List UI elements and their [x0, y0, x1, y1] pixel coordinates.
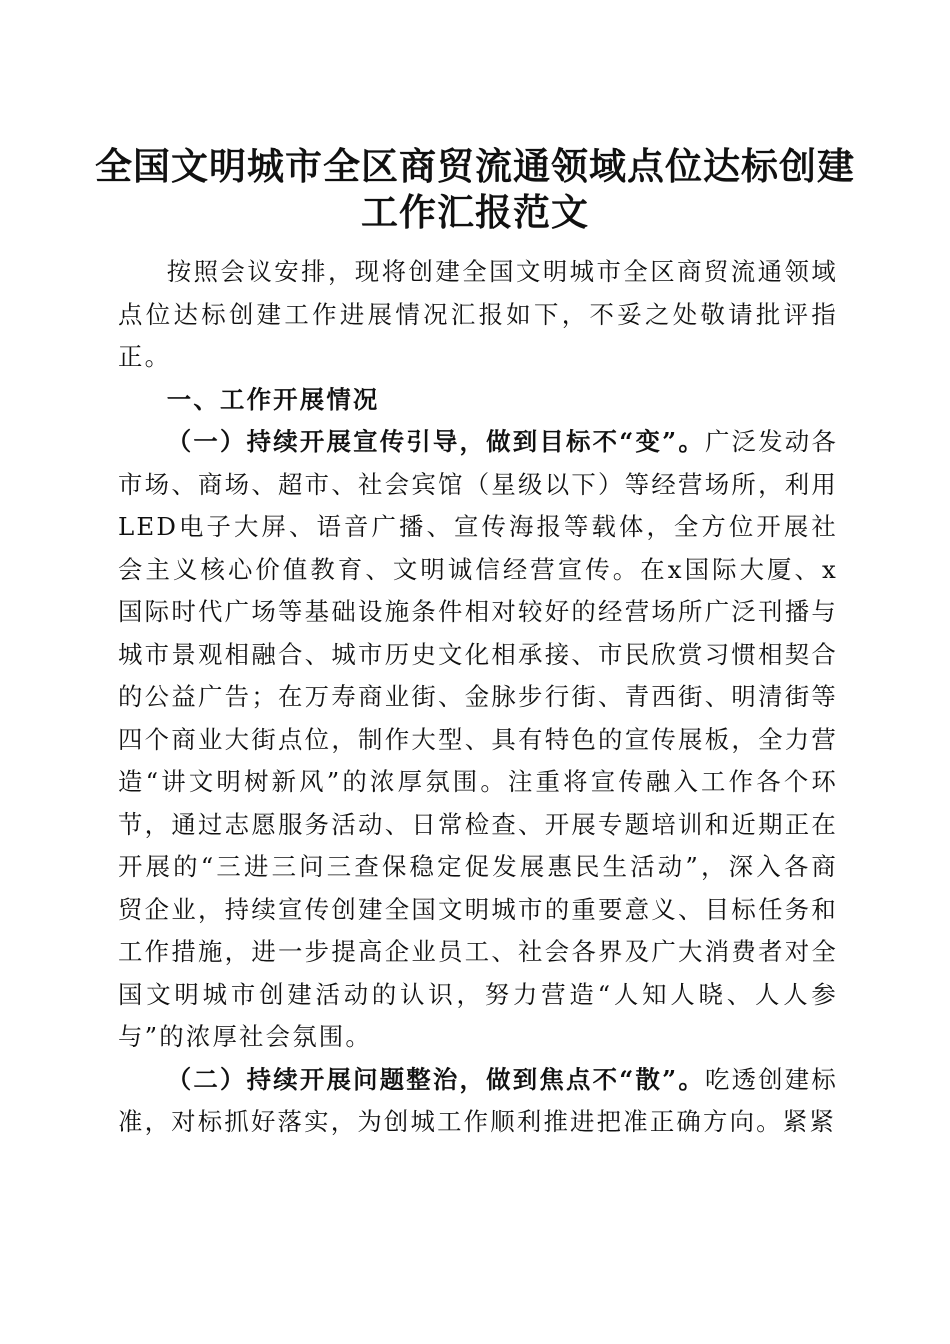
document-title-line-1: 全国文明城市全区商贸流通领域点位达标创建: [95, 144, 855, 188]
item-1-lead: （一）持续开展宣传引导，做到目标不“变”。: [166, 427, 705, 456]
item-2-text: 吃透创建标准，对标抓好落实，为创城工作顺利推进把准正确方向。紧紧: [118, 1064, 838, 1136]
item-1-paragraph: [118, 421, 838, 1059]
item-2-lead: （二）持续开展问题整治，做到焦点不“散”。: [166, 1064, 705, 1094]
document-body: [118, 251, 838, 1144]
item-1-text: 广泛发动各市场、商场、超市、社会宾馆（星级以下）等经营场所，利用LED电子大屏、语音广播、宣传海报等载体，全方位开展社会主义核心价值教育、文明诚信经营宣传。在x国际大厦、x国际时代广场等基础设施条件相对较好的经营场所广泛刊播与城市景观相融合、城市历史文化相承接、市民欣赏习惯相契合的公益广告；在万寿商业街、金脉步行街、青西街、明清街等四个商业大街点位，制作大型、具有特色的宣传展板，全力营造“讲文明树新风”的浓厚氛围。注重将宣传融入工作各个环节，通过志愿服务活动、日常检查、开展专题培训和近期正在开展的“三进三问三查保稳定促发展惠民生活动”，深入各商贸企业，持续宣传创建全国文明城市的重要意义、目标任务和工作措施，进一步提高企业员工、社会各界及广大消费者对全国文明城市创建活动的认识，努力营造“人知人晓、人人参与”的浓厚社会氛围。: [118, 427, 838, 1051]
intro-paragraph: 按照会议安排，现将创建全国文明城市全区商贸流通领域点位达标创建工作进展情况汇报如下，不妥之处敬请批评指正。: [118, 257, 838, 371]
section-heading: 一、工作开展情况: [166, 384, 380, 414]
item-2-paragraph: [118, 1059, 838, 1144]
document-title-line-2: 工作汇报范文: [361, 190, 589, 234]
